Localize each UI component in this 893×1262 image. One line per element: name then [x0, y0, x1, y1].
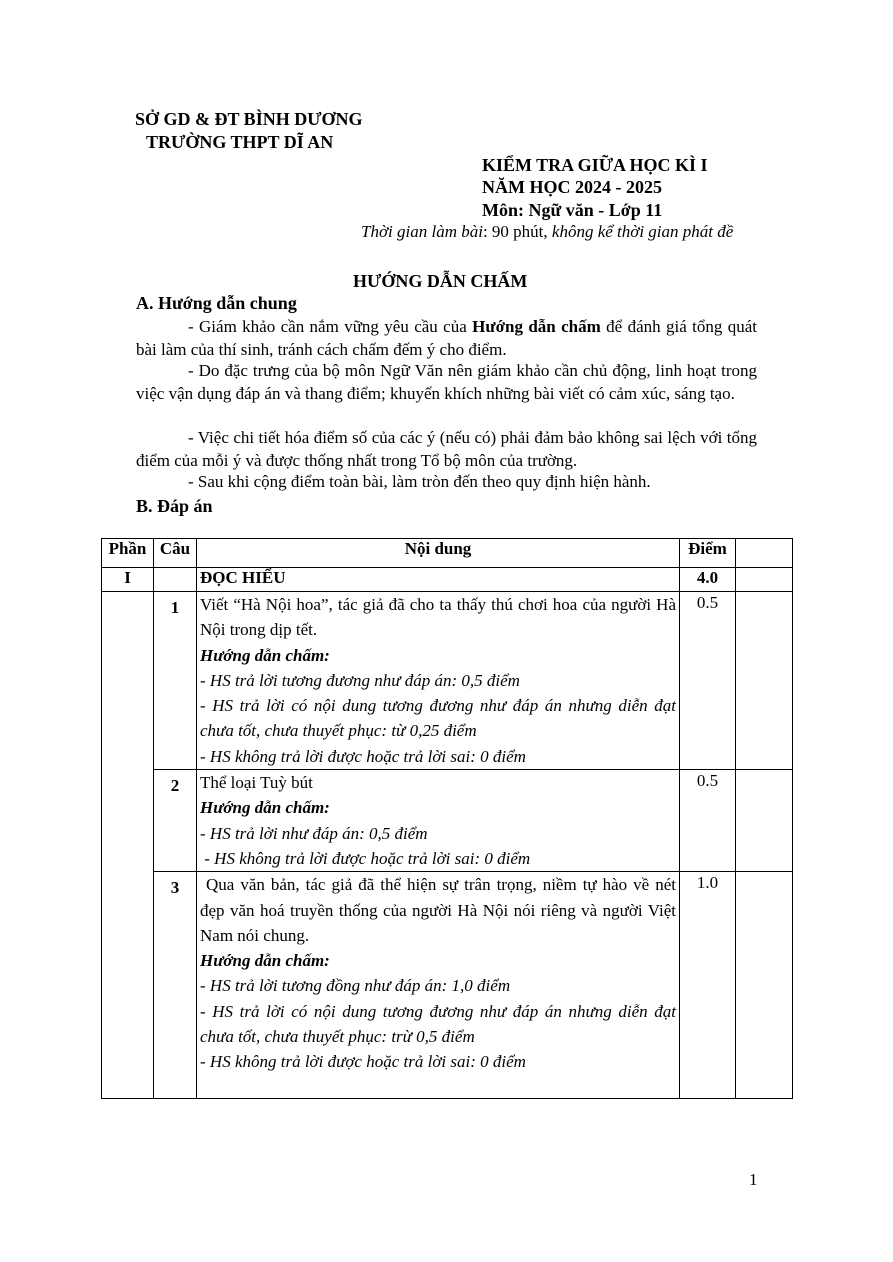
- header-noi-dung: Nội dung: [197, 539, 680, 568]
- row-extra: [736, 872, 793, 1099]
- section-diem: 4.0: [680, 568, 736, 592]
- row-content: [197, 592, 680, 770]
- answer-text: Qua văn bản, tác giả đã thể hiện sự trân trọng, niềm tự hào về nét đẹp văn hoá truyền thống của người Hà Nội nói riêng và người Việt Nam nói chung.: [200, 875, 681, 945]
- guide-title: Hướng dẫn chấm:: [200, 645, 330, 665]
- row-extra: [736, 770, 793, 872]
- time-note: không kể thời gian phát đề: [551, 222, 734, 241]
- school-name: TRƯỜNG THPT DĨ AN: [146, 132, 334, 152]
- time-line: [361, 222, 733, 242]
- section-phan: I: [102, 568, 154, 592]
- cau-number: 1: [154, 592, 197, 770]
- section-cau-empty: [154, 568, 197, 592]
- exam-title: KIỂM TRA GIỮA HỌC KÌ I: [482, 155, 708, 175]
- answer-text: Thể loại Tuỳ bút: [200, 773, 313, 793]
- subject-line: Môn: Ngữ văn - Lớp 11: [482, 200, 663, 220]
- guide-item: - HS trả lời tương đương như đáp án: 0,5 điểm: [200, 670, 520, 690]
- row-diem: 1.0: [680, 872, 736, 1099]
- time-value: : 90 phút,: [482, 222, 552, 241]
- section-title: ĐỌC HIỂU: [197, 568, 680, 592]
- header-phan: Phần: [102, 539, 154, 568]
- table-row: [102, 592, 793, 770]
- section-a-title: A. Hướng dẫn chung: [136, 293, 297, 313]
- department-name: SỞ GD & ĐT BÌNH DƯƠNG: [135, 109, 363, 129]
- school-year: NĂM HỌC 2024 - 2025: [482, 177, 662, 197]
- time-label: Thời gian làm bài: [361, 222, 483, 241]
- table-row: [102, 770, 793, 872]
- guide-item: - HS trả lời có nội dung tương đương như đáp án nhưng diễn đạt chưa tốt, chưa thuyết phục: từ 0,25 điểm: [200, 696, 676, 741]
- guide-paragraph-2: - Do đặc trưng của bộ môn Ngữ Văn nên giám khảo cần chủ động, linh hoạt trong việc vận dụng đáp án và thang điểm; khuyến khích những bài viết có cảm xúc, sáng tạo.: [136, 361, 757, 403]
- row-diem: 0.5: [680, 770, 736, 872]
- row-content: [197, 872, 680, 1099]
- guide-item: - HS trả lời tương đồng như đáp án: 1,0 điểm: [200, 976, 511, 996]
- guide-item: - HS không trả lời được hoặc trả lời sai: 0 điểm: [200, 746, 526, 766]
- main-title: HƯỚNG DẪN CHẤM: [353, 271, 528, 291]
- guide-paragraph-3: - Việc chi tiết hóa điểm số của các ý (nếu có) phải đảm bảo không sai lệch với tổng điểm của mỗi ý và được thống nhất trong Tổ bộ môn của trường.: [136, 428, 757, 470]
- row-extra: [736, 592, 793, 770]
- answer-table: [101, 538, 793, 1099]
- guide-item: - HS trả lời có nội dung tương đương như đáp án nhưng diễn đạt chưa tốt, chưa thuyết phục: trừ 0,5 điểm: [200, 1001, 676, 1047]
- guide-item: - HS trả lời như đáp án: 0,5 điểm: [200, 823, 428, 843]
- page-number: 1: [749, 1170, 758, 1189]
- section-b-title: B. Đáp án: [136, 496, 213, 516]
- guide-title: Hướng dẫn chấm:: [200, 951, 330, 971]
- guide-item: - HS không trả lời được hoặc trả lời sai: 0 điểm: [200, 848, 531, 868]
- cau-number: 3: [154, 872, 197, 1099]
- section-row: [102, 568, 793, 592]
- table-row: [102, 872, 793, 1099]
- section-extra: [736, 568, 793, 592]
- guide-item: - HS không trả lời được hoặc trả lời sai: 0 điểm: [200, 1052, 526, 1072]
- guide-title: Hướng dẫn chấm:: [200, 798, 330, 818]
- guide-paragraph-1: - Giám khảo cần nắm vững yêu cầu của Hướng dẫn chấm để đánh giá tổng quát bài làm của thí sinh, tránh cách chấm đếm ý cho điểm.: [136, 317, 758, 359]
- header-extra: [736, 539, 793, 568]
- answer-text: Viết “Hà Nội hoa”, tác giả đã cho ta thấy thú chơi hoa của người Hà Nội trong dịp tết.: [200, 595, 676, 640]
- header-diem: Điểm: [680, 539, 736, 568]
- guide-paragraph-4: - Sau khi cộng điểm toàn bài, làm tròn đến theo quy định hiện hành.: [188, 472, 651, 491]
- row-content: [197, 770, 680, 872]
- table-header-row: [102, 539, 793, 568]
- header-cau: Câu: [154, 539, 197, 568]
- phan-cell-merged: [102, 592, 154, 1099]
- cau-number: 2: [154, 770, 197, 872]
- row-diem: 0.5: [680, 592, 736, 770]
